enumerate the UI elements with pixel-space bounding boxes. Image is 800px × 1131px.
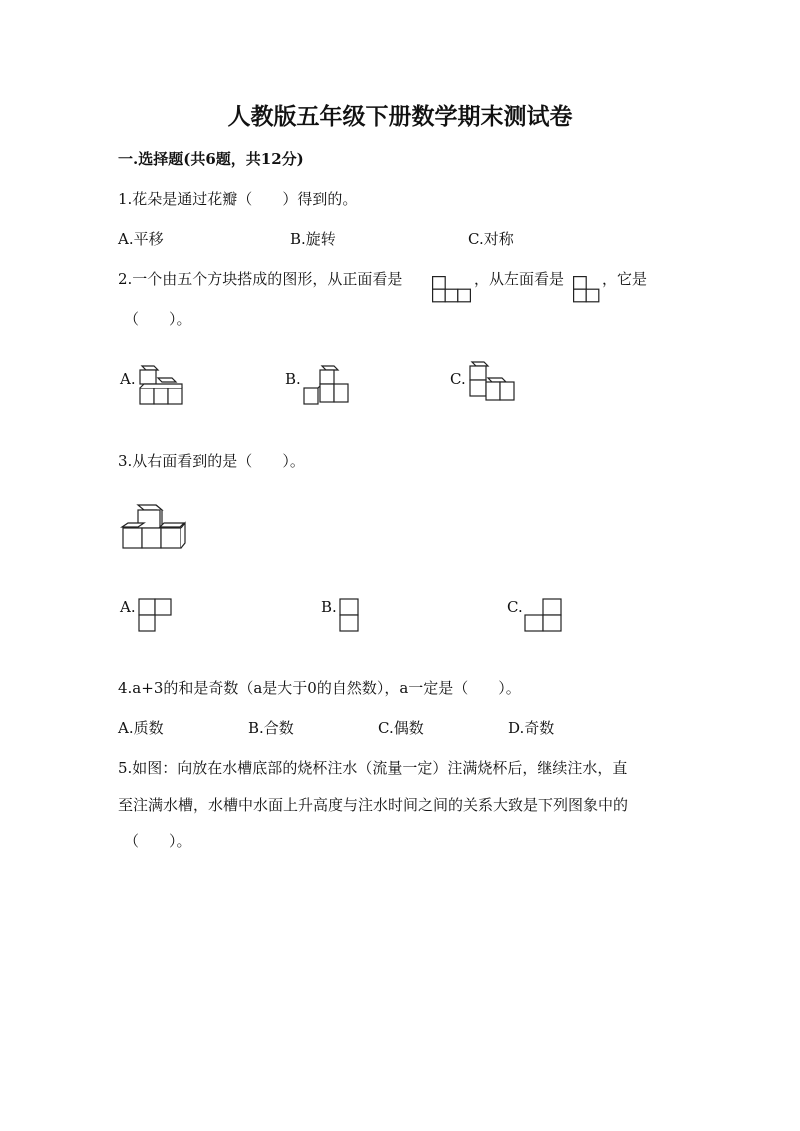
left-view-figure — [573, 276, 601, 304]
q2-option-a-figure — [138, 366, 186, 408]
q4-option-c: C.偶数 — [378, 719, 424, 737]
question-2-answer-blank: （ ）。 — [124, 310, 192, 328]
q4-option-d: D.奇数 — [508, 719, 555, 737]
q3-option-a-label: A. — [120, 598, 136, 616]
q3-option-b-figure — [339, 598, 361, 634]
q1-option-c: C.对称 — [468, 230, 514, 248]
question-5-answer-blank: （ ）。 — [124, 832, 192, 850]
question-1-text: 1.花朵是通过花瓣（ ）得到的。 — [118, 190, 358, 208]
question-5-line-2: 至注满水槽，水槽中水面上升高度与注水时间之间的关系大致是下列图象中的 — [118, 796, 629, 814]
question-2-text-part3: ，它是 — [602, 270, 648, 288]
q2-option-b-figure — [302, 364, 352, 408]
q4-option-b: B.合数 — [248, 719, 294, 737]
q3-solid-figure — [122, 505, 188, 551]
question-5-line-1: 5.如图：向放在水槽底部的烧杯注水（流量一定）注满烧杯后，继续注水，直 — [118, 759, 628, 777]
question-4-text: 4.a+3的和是奇数（a是大于0的自然数），a一定是（ ）。 — [118, 679, 521, 697]
q2-option-c-figure — [468, 362, 518, 408]
q3-option-b-label: B. — [321, 598, 337, 616]
q1-option-a: A.平移 — [118, 230, 164, 248]
question-3-text: 3.从右面看到的是（ ）。 — [118, 452, 305, 470]
q3-option-c-label: C. — [507, 598, 523, 616]
q1-option-b: B.旋转 — [290, 230, 336, 248]
q3-option-a-figure — [138, 598, 174, 634]
q2-option-c-label: C. — [450, 370, 466, 388]
q4-option-a: A.质数 — [118, 719, 164, 737]
question-2-text-part2: ，从左面看是 — [474, 270, 565, 288]
front-view-figure — [432, 276, 472, 304]
section-heading: 一.选择题(共6题，共12分) — [118, 150, 304, 168]
q2-option-b-label: B. — [285, 370, 301, 388]
question-2-text-part1: 2.一个由五个方块搭成的图形，从正面看是 — [118, 270, 403, 288]
q3-option-c-figure — [524, 598, 564, 634]
page-title: 人教版五年级下册数学期末测试卷 — [227, 103, 573, 130]
q2-option-a-label: A. — [120, 370, 136, 388]
